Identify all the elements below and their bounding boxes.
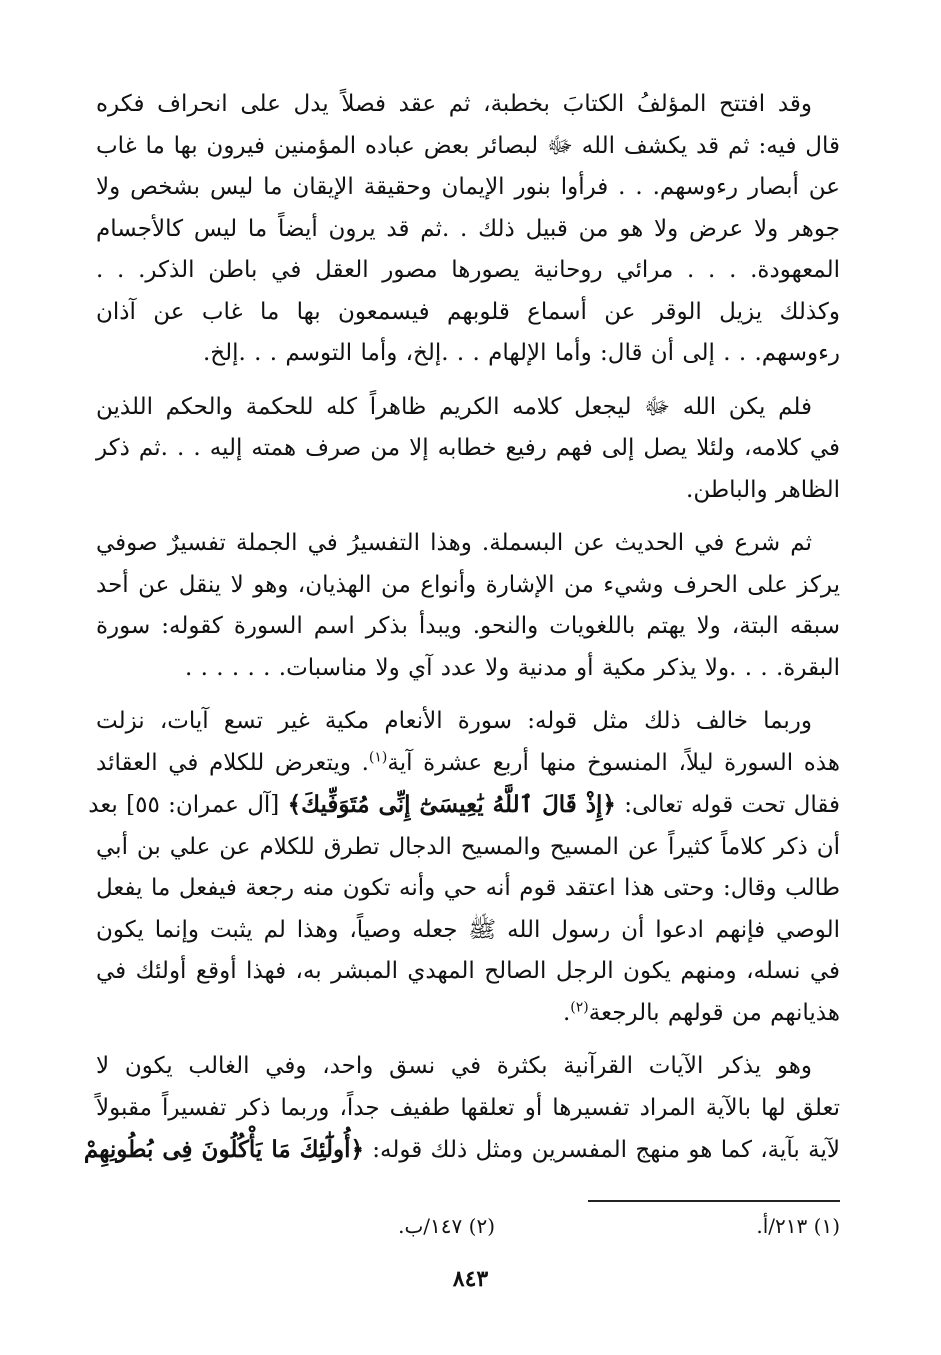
text-segment: فقال تحت قوله تعالى: — [615, 792, 840, 818]
text-line: وقد افتتح المؤلفُ الكتابَ بخطبة، ثم عقد فصلاً يدل على انحراف فكره — [96, 91, 812, 117]
text-line: جوهر ولا عرض ولا هو من قبيل ذلك . .ثم قد يرون أيضاً ما ليس كالأجسام — [96, 215, 840, 242]
footnote-ref-1[interactable]: (١) — [368, 748, 388, 765]
paragraph-3 — [96, 523, 840, 689]
text-line — [96, 993, 840, 1035]
text-segment: هذه السورة ليلاً، المنسوخ منها أربع عشرة آية — [387, 749, 840, 776]
text-line: يركز على الحرف وشيء من الإشارة وأنواع من الهذيان، وهو لا ينقل عن أحد — [96, 571, 840, 598]
footnote-separator — [588, 1200, 840, 1202]
footnotes — [96, 1214, 840, 1248]
text-line — [96, 743, 840, 785]
text-line: وهو يذكر الآيات القرآنية بكثرة في نسق واحد، وفي الغالب يكون لا — [96, 1053, 812, 1079]
text-line: الظاهر والباطن. — [686, 476, 840, 503]
text-line: في نسله، ومنهم يكون الرجل الصالح المهدي المبشر به، فهذا أوقع أولئك في — [96, 958, 840, 984]
paragraph-1 — [96, 84, 840, 375]
text-line: ثم شرع في الحديث عن البسملة. وهذا التفسيرُ في الجملة تفسيرٌ صوفي — [96, 530, 812, 556]
text-line: المعهودة. . . . مرائي روحانية يصورها مصور العقل في باطن الذكر. . . — [96, 257, 840, 283]
text-line: طالب وقال: وحتى هذا اعتقد قوم أنه حي وأنه تكون منه رجعة فيفعل ما يفعل — [96, 875, 840, 901]
text-line: سبقه البتة، ولا يهتم باللغويات والنحو. ويبدأ بذكر اسم السورة كقوله: سورة — [96, 613, 840, 639]
text-line — [83, 1129, 840, 1172]
text-line: وكذلك يزيل الوقر عن أسماع قلوبهم فيسمعون بها ما غاب عن آذان — [96, 298, 840, 325]
text-segment: [آل عمران: ٥٥] بعد — [88, 792, 288, 818]
paragraph-2 — [96, 387, 840, 512]
text-line — [88, 784, 840, 827]
footnote-1: (١) ٢١٣/أ. — [756, 1214, 840, 1238]
text-line: عن أبصار رءوسهم. . . فرأوا بنور الإيمان وحقيقة الإيقان ما ليس بشخص ولا — [96, 174, 840, 200]
footnote-ref-2[interactable]: (٢) — [570, 998, 589, 1015]
text-segment: هذيانهم من قولهم بالرجعة — [588, 999, 840, 1026]
text-line: قال فيه: ثم قد يكشف الله ﷻ لبصائر بعض عباده المؤمنين فيرون بها ما غاب — [96, 132, 840, 159]
page-number: ٨٤٣ — [452, 1266, 489, 1292]
footnote-2: (٢) ١٤٧/ب. — [398, 1214, 495, 1238]
quran-verse: ﴿إِذْ قَالَ ٱللَّهُ يَٰعِيسَىٰٓ إِنِّى مُتَوَفِّيكَ﴾ — [287, 791, 616, 818]
text-line: الوصي فإنهم ادعوا أن رسول الله ﷺ جعله وصياً، وهذا لم يثبت وإنما يكون — [96, 916, 840, 943]
text-line: وربما خالف ذلك مثل قوله: سورة الأنعام مكية غير تسع آيات، نزلت — [96, 708, 812, 734]
paragraph-5 — [83, 1046, 840, 1172]
paragraph-4 — [88, 701, 840, 1034]
main-text — [83, 84, 840, 1184]
text-segment: . ويتعرض للكلام في العقائد — [96, 749, 369, 776]
text-line: أن ذكر كلاماً كثيراً عن المسيح والمسيح الدجال تطرق للكلام عن علي بن أبي — [96, 833, 840, 860]
text-line: البقرة. . . .ولا يذكر مكية أو مدنية ولا عدد آي ولا مناسبات. . . . . . . — [185, 654, 840, 681]
text-line: رءوسهم. . . إلى أن قال: وأما الإلهام . . .إلخ، وأما التوسم . . .إلخ. — [202, 340, 840, 366]
text-line: تعلق لها بالآية المراد تفسيرها أو تعلقها طفيف جداً، وربما ذكر تفسيراً مقبولاً — [96, 1094, 840, 1121]
text-line: في كلامه، ولئلا يصل إلى فهم رفيع خطابه إلا من صرف همته إليه . . .ثم ذكر — [96, 435, 840, 461]
text-segment: لآية بآية، كما هو منهج المفسرين ومثل ذلك قوله: — [363, 1137, 840, 1163]
text-line: فلم يكن الله ﷻ ليجعل كلامه الكريم ظاهراً كله للحكمة والحكم اللذين — [96, 393, 812, 420]
text-segment: . — [562, 999, 571, 1026]
quran-verse: ﴿أُولَٰٓئِكَ مَا يَأْكُلُونَ فِى بُطُونِهِمْ — [83, 1136, 364, 1163]
